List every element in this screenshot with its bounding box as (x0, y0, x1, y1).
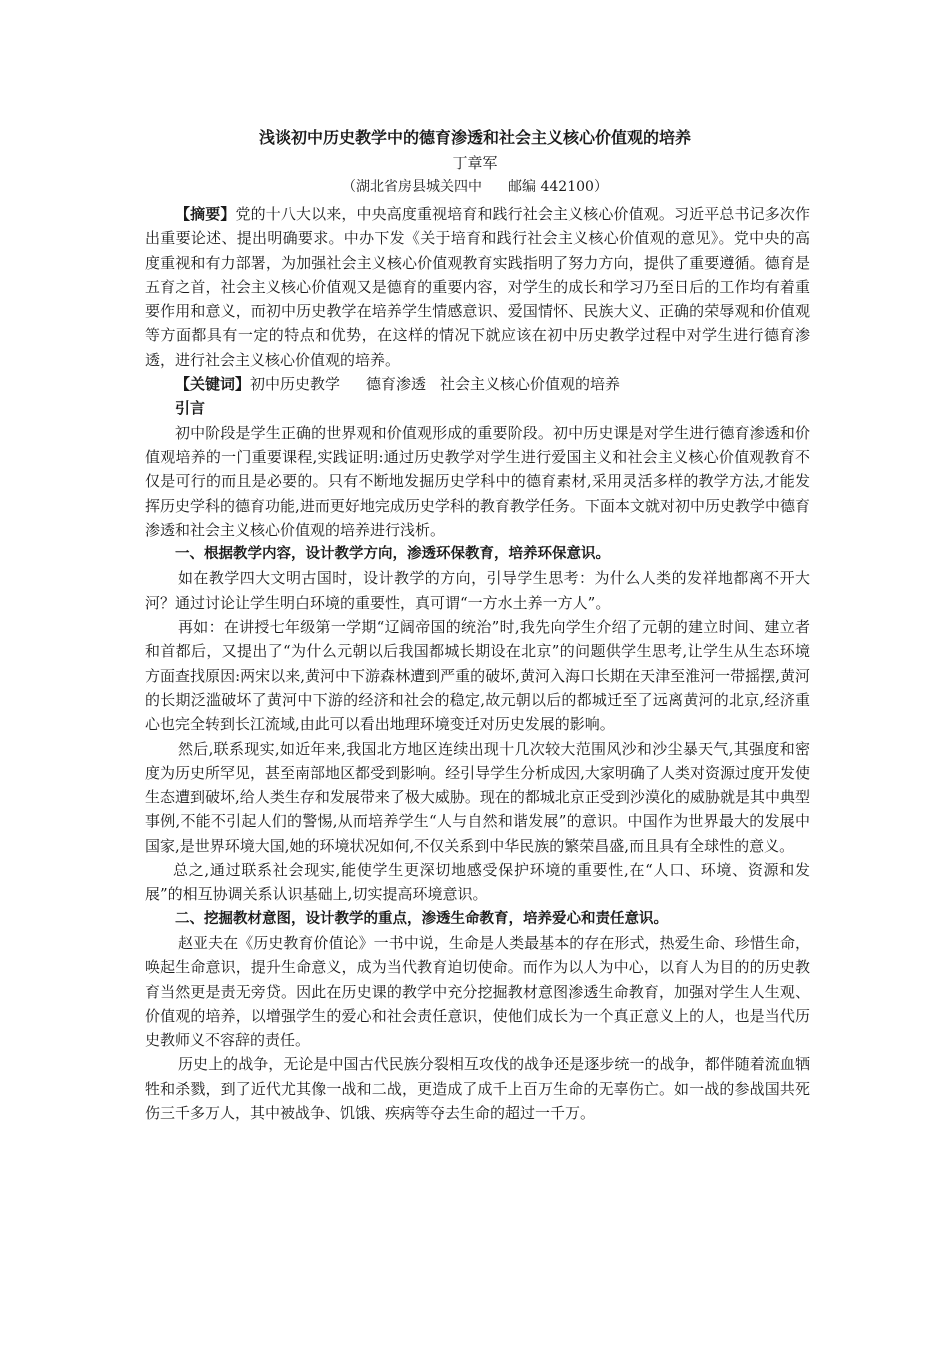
abstract-text: 党的十八大以来，中央高度重视培育和践行社会主义核心价值观。习近平总书记多次作出重要论述、提出明确要求。中办下发《关于培育和践行社会主义核心价值观的意见》。党中央的高度重视和有力部署，为加强社会主义核心价值观教育实践指明了努力方向，提供了重要遵循。德育是五育之首，社会主义核心价值观又是德育的重要内容，对学生的成长和学习乃至日后的工作均有着重要作用和意义，而初中历史教学在培养学生情感意识、爱国情怀、民族大义、正确的荣辱观和价值观等方面都具有一定的特点和优势，在这样的情况下就应该在初中历史教学过程中对学生进行德育渗透，进行社会主义核心价值观的培养。 (145, 205, 810, 369)
article-body (145, 202, 810, 1125)
author-name: 丁章军 (452, 154, 498, 172)
section-1-paragraph-1: 如在教学四大文明古国时，设计教学的方向，引导学生思考：为什么人类的发祥地都离不开大河？通过讨论让学生明白环境的重要性，真可谓“一方水土养一方人”。 (145, 569, 810, 612)
page-title: 浅谈初中历史教学中的德育渗透和社会主义核心价值观的培养 (258, 128, 691, 147)
intro-heading: 引言 (175, 399, 206, 418)
section-1-paragraph-3: 然后,联系现实,如近年来,我国北方地区连续出现十几次较大范围风沙和沙尘暴天气,其强度和密度为历史所罕见，甚至南部地区都受到影响。经引导学生分析成因,大家明确了人类对资源过度开发使生态遭到破坏,给人类生存和发展带来了极大威胁。现在的都城北京正受到沙漠化的威胁就是其中典型事例,不能不引起人们的警惕,从而培养学生“人与自然和谐发展”的意识。中国作为世界最大的发展中国家,是世界环境大国,她的环境状况如何,不仅关系到中华民族的繁荣昌盛,而且具有全球性的意义。 (145, 739, 810, 855)
section-2-paragraph-1: 赵亚夫在《历史教育价值论》一书中说，生命是人类最基本的存在形式，热爱生命、珍惜生命，唤起生命意识，提升生命意义，成为当代教育迫切使命。而作为以人为中心，以育人为目的的历史教育当然更是责无旁贷。因此在历史课的教学中充分挖掘教材意图渗透生命教育，加强对学生人生观、价值观的培养，以增强学生的爱心和社会责任意识，使他们成长为一个真正意义上的人，也是当代历史教师义不容辞的责任。 (145, 933, 810, 1050)
keywords-paragraph (145, 372, 810, 396)
abstract-paragraph (145, 202, 810, 372)
keyword-1: 初中历史教学 (250, 375, 341, 394)
section-1-paragraph-4: 总之,通过联系社会现实,能使学生更深切地感受保护环境的重要性,在“人口、环境、资源和发展”的相互协调关系认识基础上,切实提高环境意识。 (145, 861, 810, 904)
keywords-label: 【关键词】 (175, 375, 251, 394)
section-1-heading: 一、根据教学内容，设计教学方向，渗透环保教育，培养环保意识。 (175, 546, 610, 563)
section-1-paragraph-2: 再如：在讲授七年级第一学期“辽阔帝国的统治”时,我先向学生介绍了元朝的建立时间、建立者和首都后，又提出了“为什么元朝以后我国都城长期设在北京”的问题供学生思考,让学生从生态环境方面查找原因:两宋以来,黄河中下游森林遭到严重的破坏,黄河入海口长期在天津至淮河一带摇摆,黄河的长期泛滥破坏了黄河中下游的经济和社会的稳定,故元朝以后的都城迁至了远离黄河的北京,经济重心也完全转到长江流域,由此可以看出地理环境变迁对历史发展的影响。 (145, 618, 810, 734)
abstract-label: 【摘要】 (175, 205, 236, 223)
section-2-heading: 二、挖掘教材意图，设计教学的重点，渗透生命教育，培养爱心和责任意识。 (175, 910, 668, 927)
keyword-3: 社会主义核心价值观的培养 (440, 375, 621, 394)
intro-paragraph: 初中阶段是学生正确的世界观和价值观形成的重要阶段。初中历史课是对学生进行德育渗透和价值观培养的一门重要课程,实践证明:通过历史教学对学生进行爱国主义和社会主义核心价值观教育不仅是可行的而且是必要的。只有不断地发掘历史学科中的德育素材,采用灵活多样的教学方法,才能发挥历史学科的德育功能,进而更好地完成历史学科的教育教学任务。下面本文就对初中历史教学中德育渗透和社会主义核心价值观的培养进行浅析。 (145, 423, 810, 539)
section-2-paragraph-2: 历史上的战争，无论是中国古代民族分裂相互攻伐的战争还是逐步统一的战争，都伴随着流血牺牲和杀戮，到了近代尤其像一战和二战，更造成了成千上百万生命的无辜伤亡。如一战的参战国共死伤三千多万人，其中被战争、饥饿、疾病等夺去生命的超过一千万。 (145, 1055, 810, 1122)
affiliation-postcode: 邮编 442100） (508, 179, 608, 195)
affiliation-school: （湖北省房县城关四中 (342, 179, 483, 195)
author-affiliation (0, 177, 950, 197)
keyword-2: 德育渗透 (366, 375, 427, 394)
